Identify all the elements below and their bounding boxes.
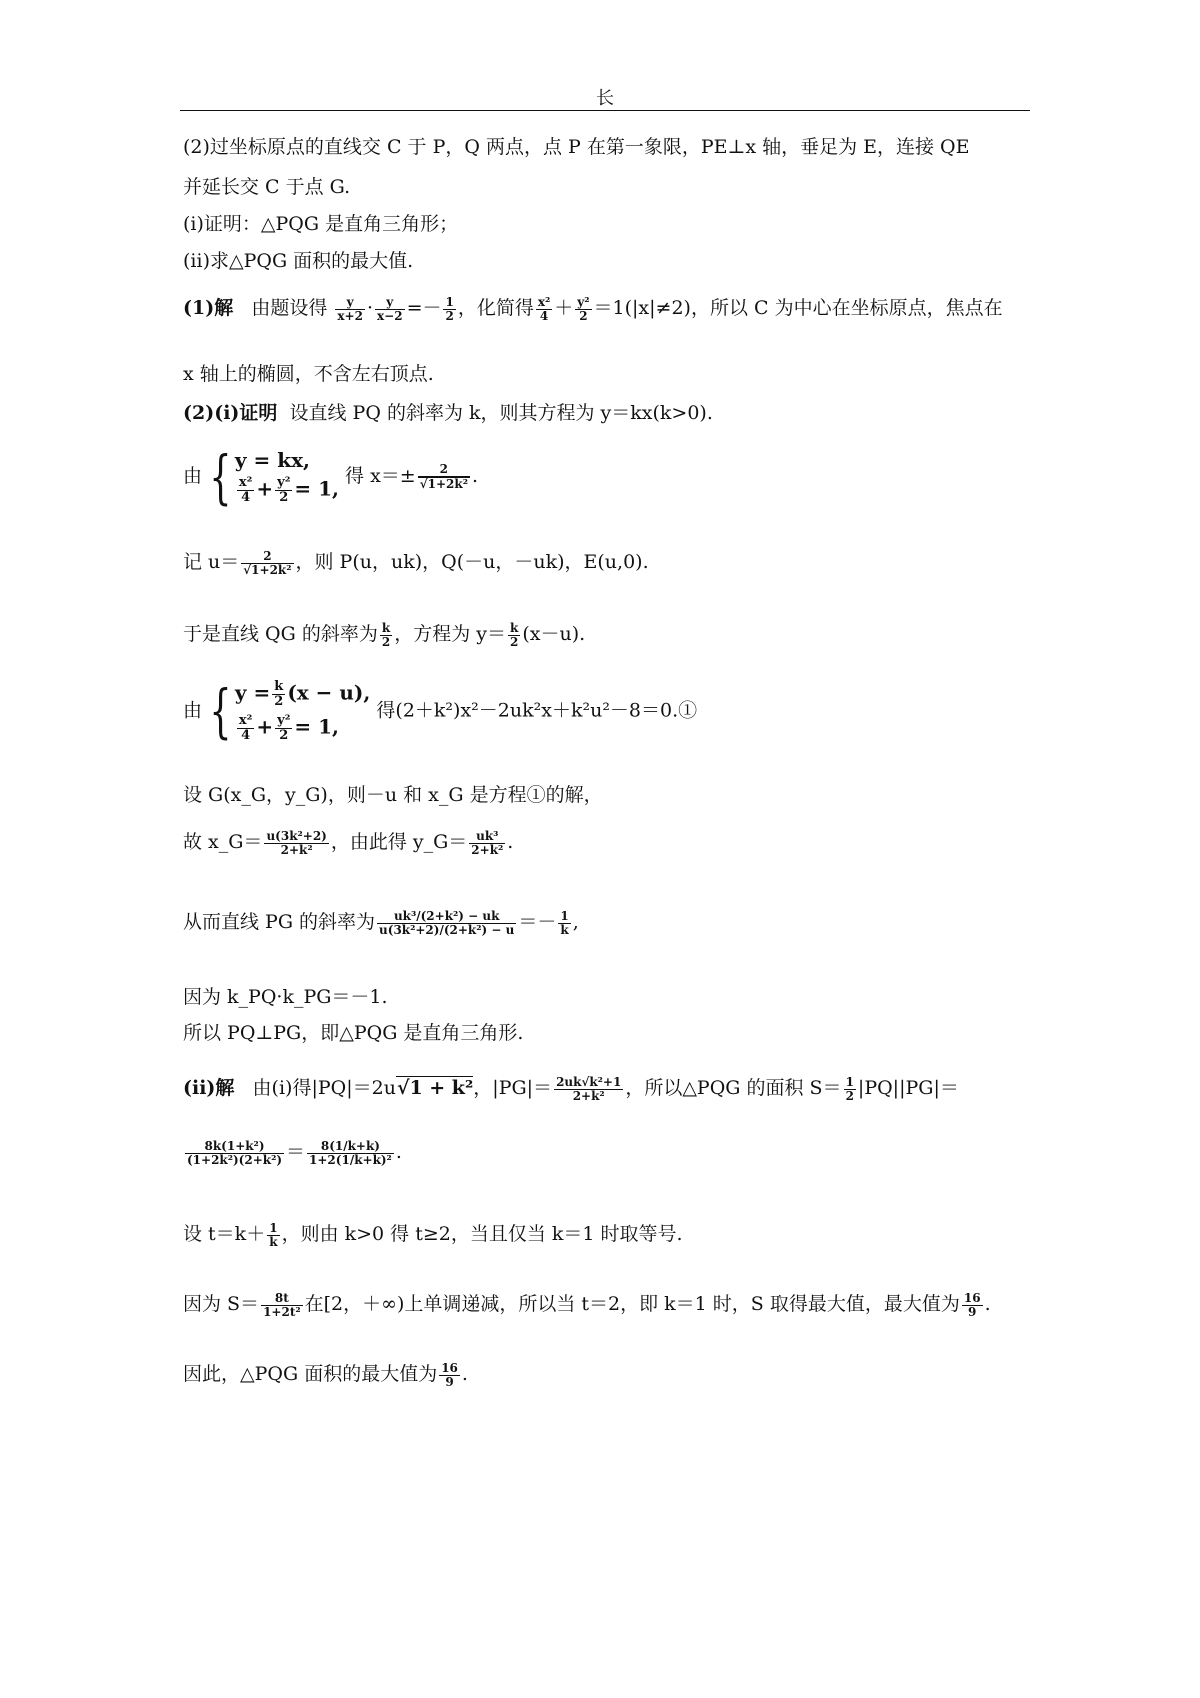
- area-expression: $\frac{\text{8k(1+k²)}}{\text{(1+2k²)(2+k²)}}$ ＝ $\frac{8(1/k+k)}{\text{1+2(1/k+k)²}}$ .: [187, 1139, 402, 1167]
- header-rule: [180, 110, 1030, 111]
- fraction: $\frac{2}{\text{√1+2k²}}$: [419, 462, 468, 491]
- solution-label: (2)(ⅰ)证明: [183, 402, 278, 424]
- fraction: $\frac{\text{y²}}{2}$: [577, 295, 590, 323]
- question-line-2: 并延长交 C 于点 G.: [183, 176, 351, 198]
- solution-label: (1)解: [183, 297, 234, 320]
- solution-label: (ⅱ)解: [183, 1077, 235, 1100]
- question-part-ii: (ⅱ)求△PQG 面积的最大值.: [183, 250, 414, 272]
- slope-pg: 从而直线 PG 的斜率为 $\frac{\text{uk³/(2+k²) − uk}}{\text{u(3k²+2)/(2+k²) − u}}$ ＝－ $\frac{1}{k}$ ,: [183, 909, 579, 937]
- fraction: $\frac{8(1/k+k)}{\text{1+2(1/k+k)²}}$: [309, 1139, 392, 1167]
- slope-product: 因为 k_PQ·k_PG＝－1.: [183, 986, 388, 1008]
- fraction: $\frac{1}{2}$: [445, 295, 454, 323]
- fraction: $\frac{16}{9}$: [441, 1361, 458, 1389]
- define-g: 设 G(x_G，y_G)，则－u 和 x_G 是方程①的解，: [183, 784, 603, 806]
- solution-2i-line: (2)(ⅰ)证明 设直线 PQ 的斜率为 k，则其方程为 y＝kx(k>0).: [183, 402, 713, 424]
- fraction: $\frac{\text{8k(1+k²)}}{\text{(1+2k²)(2+k²)}}$: [187, 1139, 283, 1167]
- fraction: $\frac{8t}{\text{1+2t²}}$: [263, 1291, 301, 1319]
- fraction: $\frac{1}{k}$: [560, 909, 569, 937]
- define-u: 记 u＝ $\frac{2}{\text{√1+2k²}}$ ，则 P(u，uk)，Q(－u，－uk)，E(u,0).: [183, 549, 649, 577]
- fraction: $\frac{\text{uk³}}{\text{2+k²}}$: [471, 829, 504, 857]
- fraction: $\frac{2}{\text{√1+2k²}}$: [243, 549, 292, 577]
- area-max: 因为 S＝ $\frac{8t}{\text{1+2t²}}$ 在[2，＋∞)上单调递减，所以当 t＝2，即 k＝1 时，S 取得最大值，最大值为 $\frac{16}{9}$ .: [183, 1291, 991, 1319]
- fraction: $\frac{\text{uk³/(2+k²) − uk}}{\text{u(3k²+2)/(2+k²) − u}}$: [379, 909, 515, 937]
- fraction: $\frac{\text{u(3k²+2)}}{\text{2+k²}}$: [266, 829, 327, 857]
- fraction: $\frac{k}{2}$: [381, 621, 391, 649]
- fraction: $\frac{y}{x-2}$: [377, 295, 403, 323]
- question-line-1: (2)过坐标原点的直线交 C 于 P，Q 两点，点 P 在第一象限，PE⊥x 轴，垂足为 E，连接 QE: [183, 136, 970, 158]
- system-1: 由 { y = kx, $\frac{\text{x²}}{4}$ + $\frac{\text{y²}}{2}$ = 1, 得 x＝± $\frac{2}{\text{√1+2k²}}$ .: [183, 443, 478, 511]
- define-t: 设 t＝k＋ $\frac{1}{k}$ ，则由 k>0 得 t≥2，当且仅当 k＝1 时取等号.: [183, 1221, 683, 1249]
- question-part-i: (ⅰ)证明：△PQG 是直角三角形；: [183, 213, 459, 235]
- solution-1-line: (1)解 由题设得 $\frac{y}{x+2}$ · $\frac{y}{x-2}$ =－ $\frac{1}{2}$ ，化简得 $\frac{\text{x²}}{4}$ ＋ $\frac{\text{y²}}{2}$ ＝1(|x|≠2)，所以 C 为中心在坐标原点，焦点在: [183, 295, 1003, 323]
- fraction: $\frac{y}{x+2}$: [337, 295, 363, 323]
- fraction: $\frac{\text{x²}}{4}$: [537, 295, 551, 323]
- solution-ii-line: (ⅱ)解 由(ⅰ)得|PQ|＝2u√1 + k²，|PG|＝ $\frac{\text{2uk√k²+1}}{\text{2+k²}}$ ，所以△PQG 的面积 S＝ $\frac{1}{2}$ |PQ||PG|＝: [183, 1075, 959, 1103]
- slope-qg: 于是直线 QG 的斜率为 $\frac{k}{2}$ ，方程为 y＝ $\frac{k}{2}$ (x－u).: [183, 621, 586, 649]
- fraction: $\frac{1}{2}$: [845, 1075, 854, 1103]
- system-2: 由 { y = $\frac{k}{2}$ (x − u), $\frac{\text{x²}}{4}$ + $\frac{\text{y²}}{2}$ = 1, 得(2＋k²)x²－2uk²x＋k²u²－8＝0.①: [183, 677, 698, 746]
- fraction: $\frac{16}{9}$: [963, 1291, 981, 1319]
- xg-yg: 故 x_G＝ $\frac{\text{u(3k²+2)}}{\text{2+k²}}$ ，由此得 y_G＝ $\frac{\text{uk³}}{\text{2+k²}}$ .: [183, 829, 514, 857]
- solution-1-line-2: x 轴上的椭圆，不含左右顶点.: [183, 363, 434, 385]
- page-header: 长: [596, 88, 614, 109]
- fraction: $\frac{1}{k}$: [269, 1221, 278, 1249]
- fraction: $\frac{\text{2uk√k²+1}}{\text{2+k²}}$: [556, 1075, 622, 1103]
- conclusion-i: 所以 PQ⊥PG，即△PQG 是直角三角形.: [183, 1022, 524, 1044]
- final-answer: 因此，△PQG 面积的最大值为 $\frac{16}{9}$ .: [183, 1361, 468, 1389]
- fraction: $\frac{k}{2}$: [509, 621, 519, 649]
